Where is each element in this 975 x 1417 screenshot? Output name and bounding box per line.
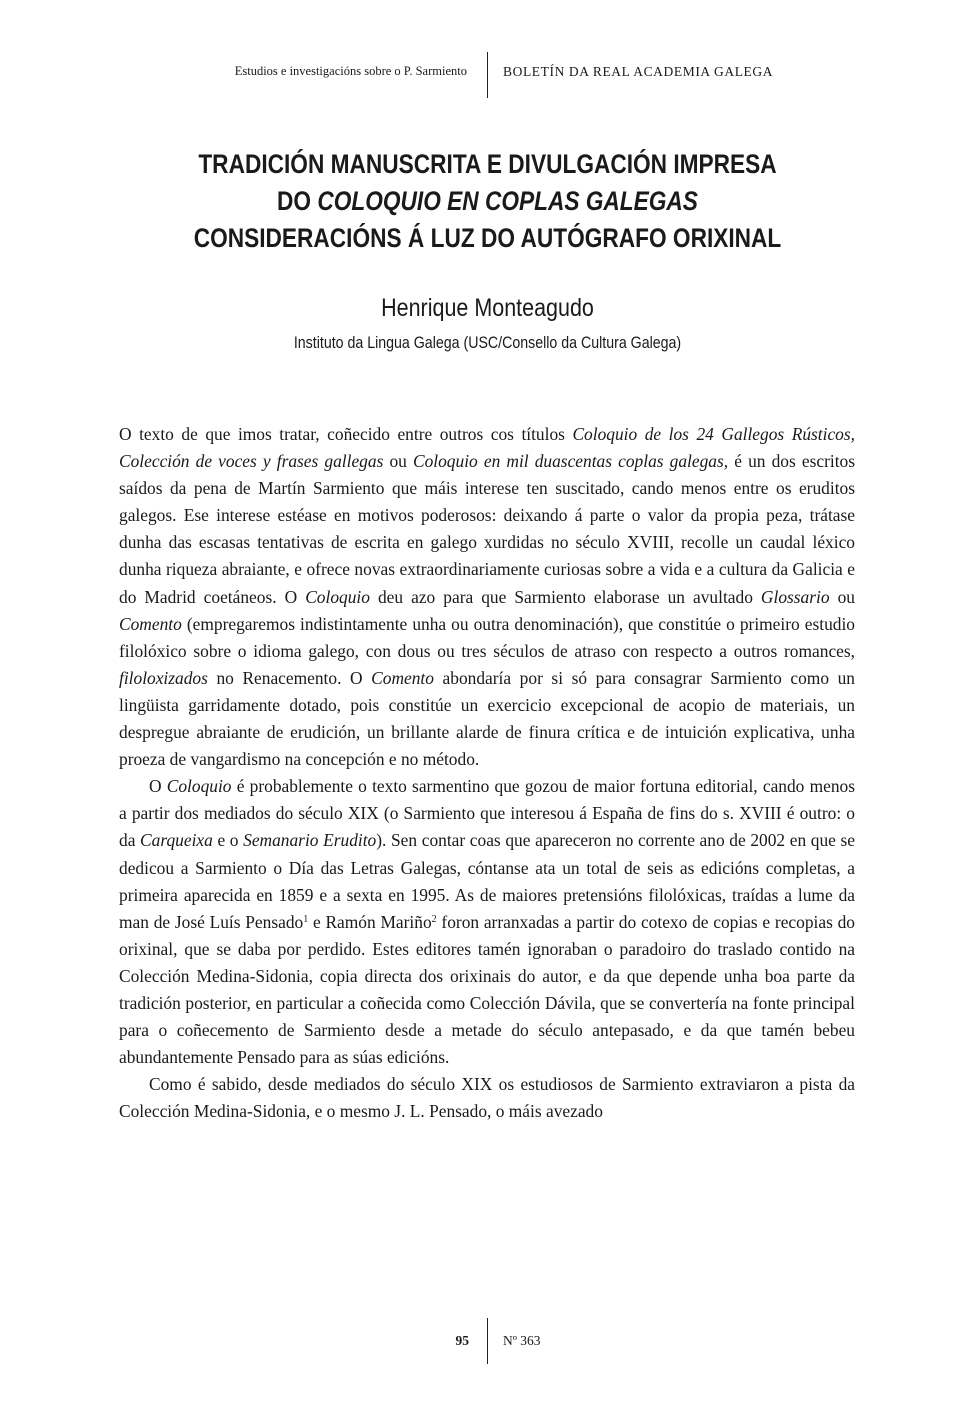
text-run: foron arranxadas a partir do cotexo de copias e recopias do orixinal, que se daba por perdido. Estes editores tamén ignoraban o paradoiro do traslado contido na Colección Medina-Sidonia, copia directa dos orixinais do autor, e da que depende unha boa parte da tradición posterior, en particular a coñecida como Colección Dávila, que se convertería na fonte principal para o coñecemento de Sarmiento desde a metade do século antepasado, e da que tamén bebeu abundantemente Pensado para as súas edicións. [119,911,855,1068]
author-name: Henrique Monteagudo [381,294,594,322]
italic-text: Coloquio [166,776,232,797]
body-paragraph [119,1071,855,1125]
italic-text: Carqueixa [140,830,213,851]
text-run: é probablemente o texto sarmentino que gozou de maior fortuna editorial, cando menos a partir dos mediados do século XIX (o Sarmiento que interesou á España de fins do s. XVIII é outro: o da [119,776,855,851]
text-run: O texto de que imos tratar, coñecido entre outros cos títulos [119,424,573,444]
italic-text: Semanario Erudito [243,830,377,851]
footer-divider [487,1318,488,1364]
text-run: é un dos escritos saídos da pena de Martín Sarmiento que máis interese ten suscitado, cando menos entre os eruditos galegos. Ese interese estéase en motivos poderosos: deixando á parte o valor da propia peza, trátase dunha das escasas tentativas de escrita en galego xurdidas no século XVIII, recolle un caudal léxico dunha riqueza abraiante, e ofrece novas extraordinariamente curiosas sobre a vida e a cultura da Galicia e do Madrid coetáneos. O [119,451,855,607]
running-header-section: Estudios e investigacións sobre o P. Sarmiento [234,64,467,78]
italic-text: filoloxizados [119,667,208,688]
body-paragraph [119,773,855,1071]
italic-text: Coloquio en mil duascentas coplas galegas, [412,451,729,472]
text-run: abondaría por si só para consagrar Sarmiento como un lingüista garridamente dotado, pois constitúe un exercicio excepcional de acopio de materiais, un despregue abraiante de erudición, un brillante alarde de finura crítica e de intuición explicativa, unha proeza de vangardismo na concepción e no método. [119,667,855,770]
text-run: ). Sen contar coas que apareceron no corrente ano de 2002 en que se dedicou a Sarmiento o Día das Letras Galegas, cóntanse ata un total de seis as edicións completas, a primeira aparecida en 1859 e a sexta en 1995. As de maiores pretensións filolóxicas, traídas a lume da man de José Luís Pensado [119,830,855,932]
running-header-journal: BOLETÍN DA REAL ACADEMIA GALEGA [503,64,774,79]
article-title [179,146,796,257]
italic-text: Glossario [760,586,830,607]
header-divider [487,52,488,98]
text-run: ou [829,586,855,607]
title-line-2 [179,183,796,220]
text-run: O [149,776,167,797]
issue-number: Nº 363 [503,1333,541,1348]
author-affiliation: Instituto da Lingua Galega (USC/Consello da Cultura Galega) [293,334,682,352]
text-run: e o [212,830,244,851]
body-paragraph [119,421,855,773]
title-line-2-prefix: DO [277,186,318,216]
italic-text: Comento [371,667,434,688]
footnote-ref: 2 [431,913,437,925]
text-run: deu azo para que Sarmiento elaborase un avultado [369,586,761,607]
text-run: no Renacemento. O [207,667,372,688]
title-line-2-italic: COLOQUIO EN COPLAS GALEGAS [317,186,698,216]
text-run: (empregaremos indistintamente unha ou outra denominación), que constitúe o primeiro estudio filolóxico sobre o idioma galego, con dous ou tres séculos de atraso con respecto a outros romances, [119,613,855,661]
text-run: ou [383,451,413,472]
italic-text: Coloquio de los 24 Gallegos Rústicos, Colección de voces y frases gallegas [119,424,855,472]
title-line-3: CONSIDERACIÓNS Á LUZ DO AUTÓGRAFO ORIXINAL [193,223,782,253]
text-run: Como é sabido, desde mediados do século XIX os estudiosos de Sarmiento extraviaron a pista da Colección Medina-Sidonia, e o mesmo J. L. Pensado, o máis avezado [119,1074,855,1122]
title-line-1: TRADICIÓN MANUSCRITA E DIVULGACIÓN IMPRESA [198,149,777,179]
text-run: e Ramón Mariño [308,911,432,932]
italic-text: Coloquio [305,586,370,607]
footnote-ref: 1 [303,913,309,925]
article-body [119,421,855,1125]
page-number: 95 [455,1333,469,1348]
italic-text: Comento [119,613,182,634]
